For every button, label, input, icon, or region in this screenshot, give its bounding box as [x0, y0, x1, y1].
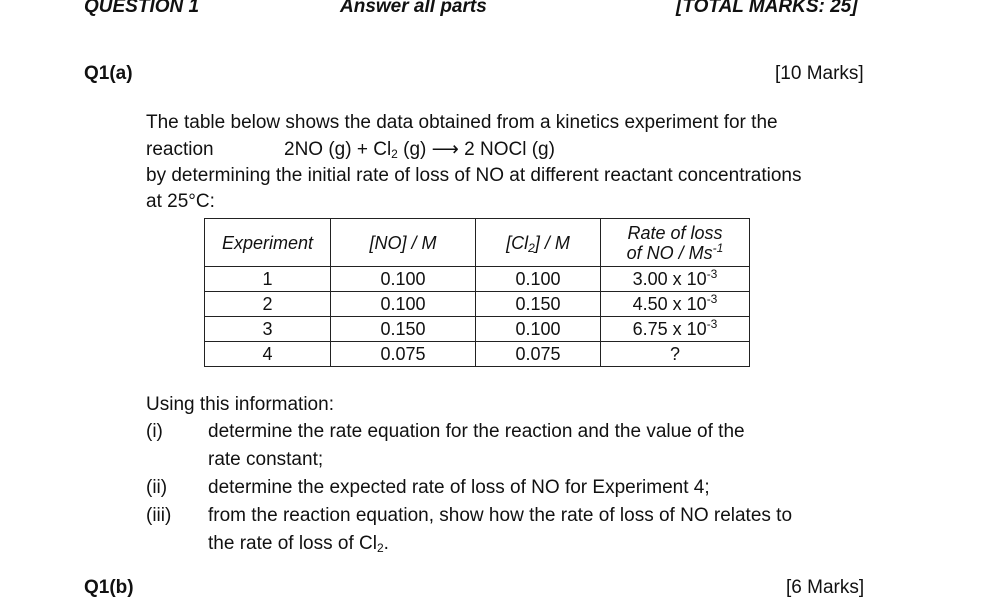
- cell-rate: [601, 317, 750, 342]
- rate-mantissa: 4.50 x 10: [632, 294, 707, 314]
- cell-cl2: 0.100: [476, 317, 601, 342]
- intro-line-4: at 25°C:: [146, 191, 215, 212]
- rate-mantissa: 3.00 x 10: [632, 269, 707, 289]
- equation-part-2: (g) ⟶ 2 NOCl (g): [397, 139, 555, 160]
- cell-no: 0.150: [331, 317, 476, 342]
- part-iii-line-2-post: .: [383, 533, 389, 554]
- cell-rate: [601, 292, 750, 317]
- header-cl2-sub: 2: [528, 240, 535, 255]
- header-cl2-post: ] / M: [534, 232, 570, 253]
- rate-mantissa: ?: [669, 344, 680, 364]
- cell-no: 0.100: [331, 267, 476, 292]
- cell-rate: [601, 342, 750, 367]
- kinetics-data-table: [204, 218, 750, 367]
- equation-sub-1: 2: [391, 147, 398, 161]
- q1a-marks: [10 Marks]: [775, 63, 864, 84]
- intro-line-1: The table below shows the data obtained from a kinetics experiment for the: [146, 112, 778, 133]
- part-i-line-2: rate constant;: [208, 449, 324, 470]
- table-header-row: [205, 219, 750, 267]
- part-iii-line-2-pre: the rate of loss of Cl: [208, 533, 377, 554]
- cell-no: 0.100: [331, 292, 476, 317]
- cell-no: 0.075: [331, 342, 476, 367]
- q1a-label: Q1(a): [84, 63, 133, 84]
- cell-experiment: 4: [205, 342, 331, 367]
- q1b-marks: [6 Marks]: [786, 577, 865, 598]
- instruction-heading: Answer all parts: [340, 0, 487, 17]
- rate-exponent: -3: [706, 292, 718, 306]
- part-ii-line-1: determine the expected rate of loss of NO for Experiment 4;: [208, 477, 710, 498]
- part-iii-line-1: from the reaction equation, show how the rate of loss of NO relates to: [208, 505, 793, 526]
- total-marks-heading: [TOTAL MARKS: 25]: [676, 0, 858, 17]
- header-cl2-pre: [Cl: [506, 232, 529, 253]
- rate-exponent: -3: [706, 317, 718, 331]
- using-info-text: Using this information:: [146, 394, 334, 415]
- cell-cl2: 0.075: [476, 342, 601, 367]
- cell-experiment: 2: [205, 292, 331, 317]
- part-iii-number: (iii): [146, 505, 172, 526]
- header-rate-line-1: Rate of loss: [627, 222, 723, 243]
- cell-rate: [601, 267, 750, 292]
- header-rate: [601, 219, 750, 267]
- cell-cl2: 0.150: [476, 292, 601, 317]
- part-ii-number: (ii): [146, 477, 168, 498]
- table-row: [205, 267, 750, 292]
- cell-experiment: 3: [205, 317, 331, 342]
- cell-experiment: 1: [205, 267, 331, 292]
- equation-part-1: 2NO (g) + Cl: [284, 139, 392, 160]
- header-cl2-concentration: [476, 219, 601, 267]
- table-row: [205, 317, 750, 342]
- rate-exponent: -3: [706, 267, 718, 281]
- question-heading: QUESTION 1: [84, 0, 200, 17]
- table-row: [205, 292, 750, 317]
- table-row: [205, 342, 750, 367]
- part-i-line-1: determine the rate equation for the reaction and the value of the: [208, 421, 745, 442]
- part-i-number: (i): [146, 421, 163, 442]
- reaction-equation: [284, 137, 555, 163]
- intro-reaction-word: reaction: [146, 139, 214, 160]
- rate-mantissa: 6.75 x 10: [632, 319, 707, 339]
- q1b-label: Q1(b): [84, 577, 134, 598]
- part-iii-line-2: [208, 531, 389, 557]
- intro-line-3: by determining the initial rate of loss of NO at different reactant concentrations: [146, 165, 802, 186]
- part-iii-line-2-sub: 2: [376, 541, 384, 555]
- header-rate-sup: -1: [712, 240, 724, 255]
- header-rate-line-2: of NO / Ms: [626, 242, 713, 263]
- header-no-concentration: [NO] / M: [331, 219, 476, 267]
- cell-cl2: 0.100: [476, 267, 601, 292]
- header-experiment: Experiment: [205, 219, 331, 267]
